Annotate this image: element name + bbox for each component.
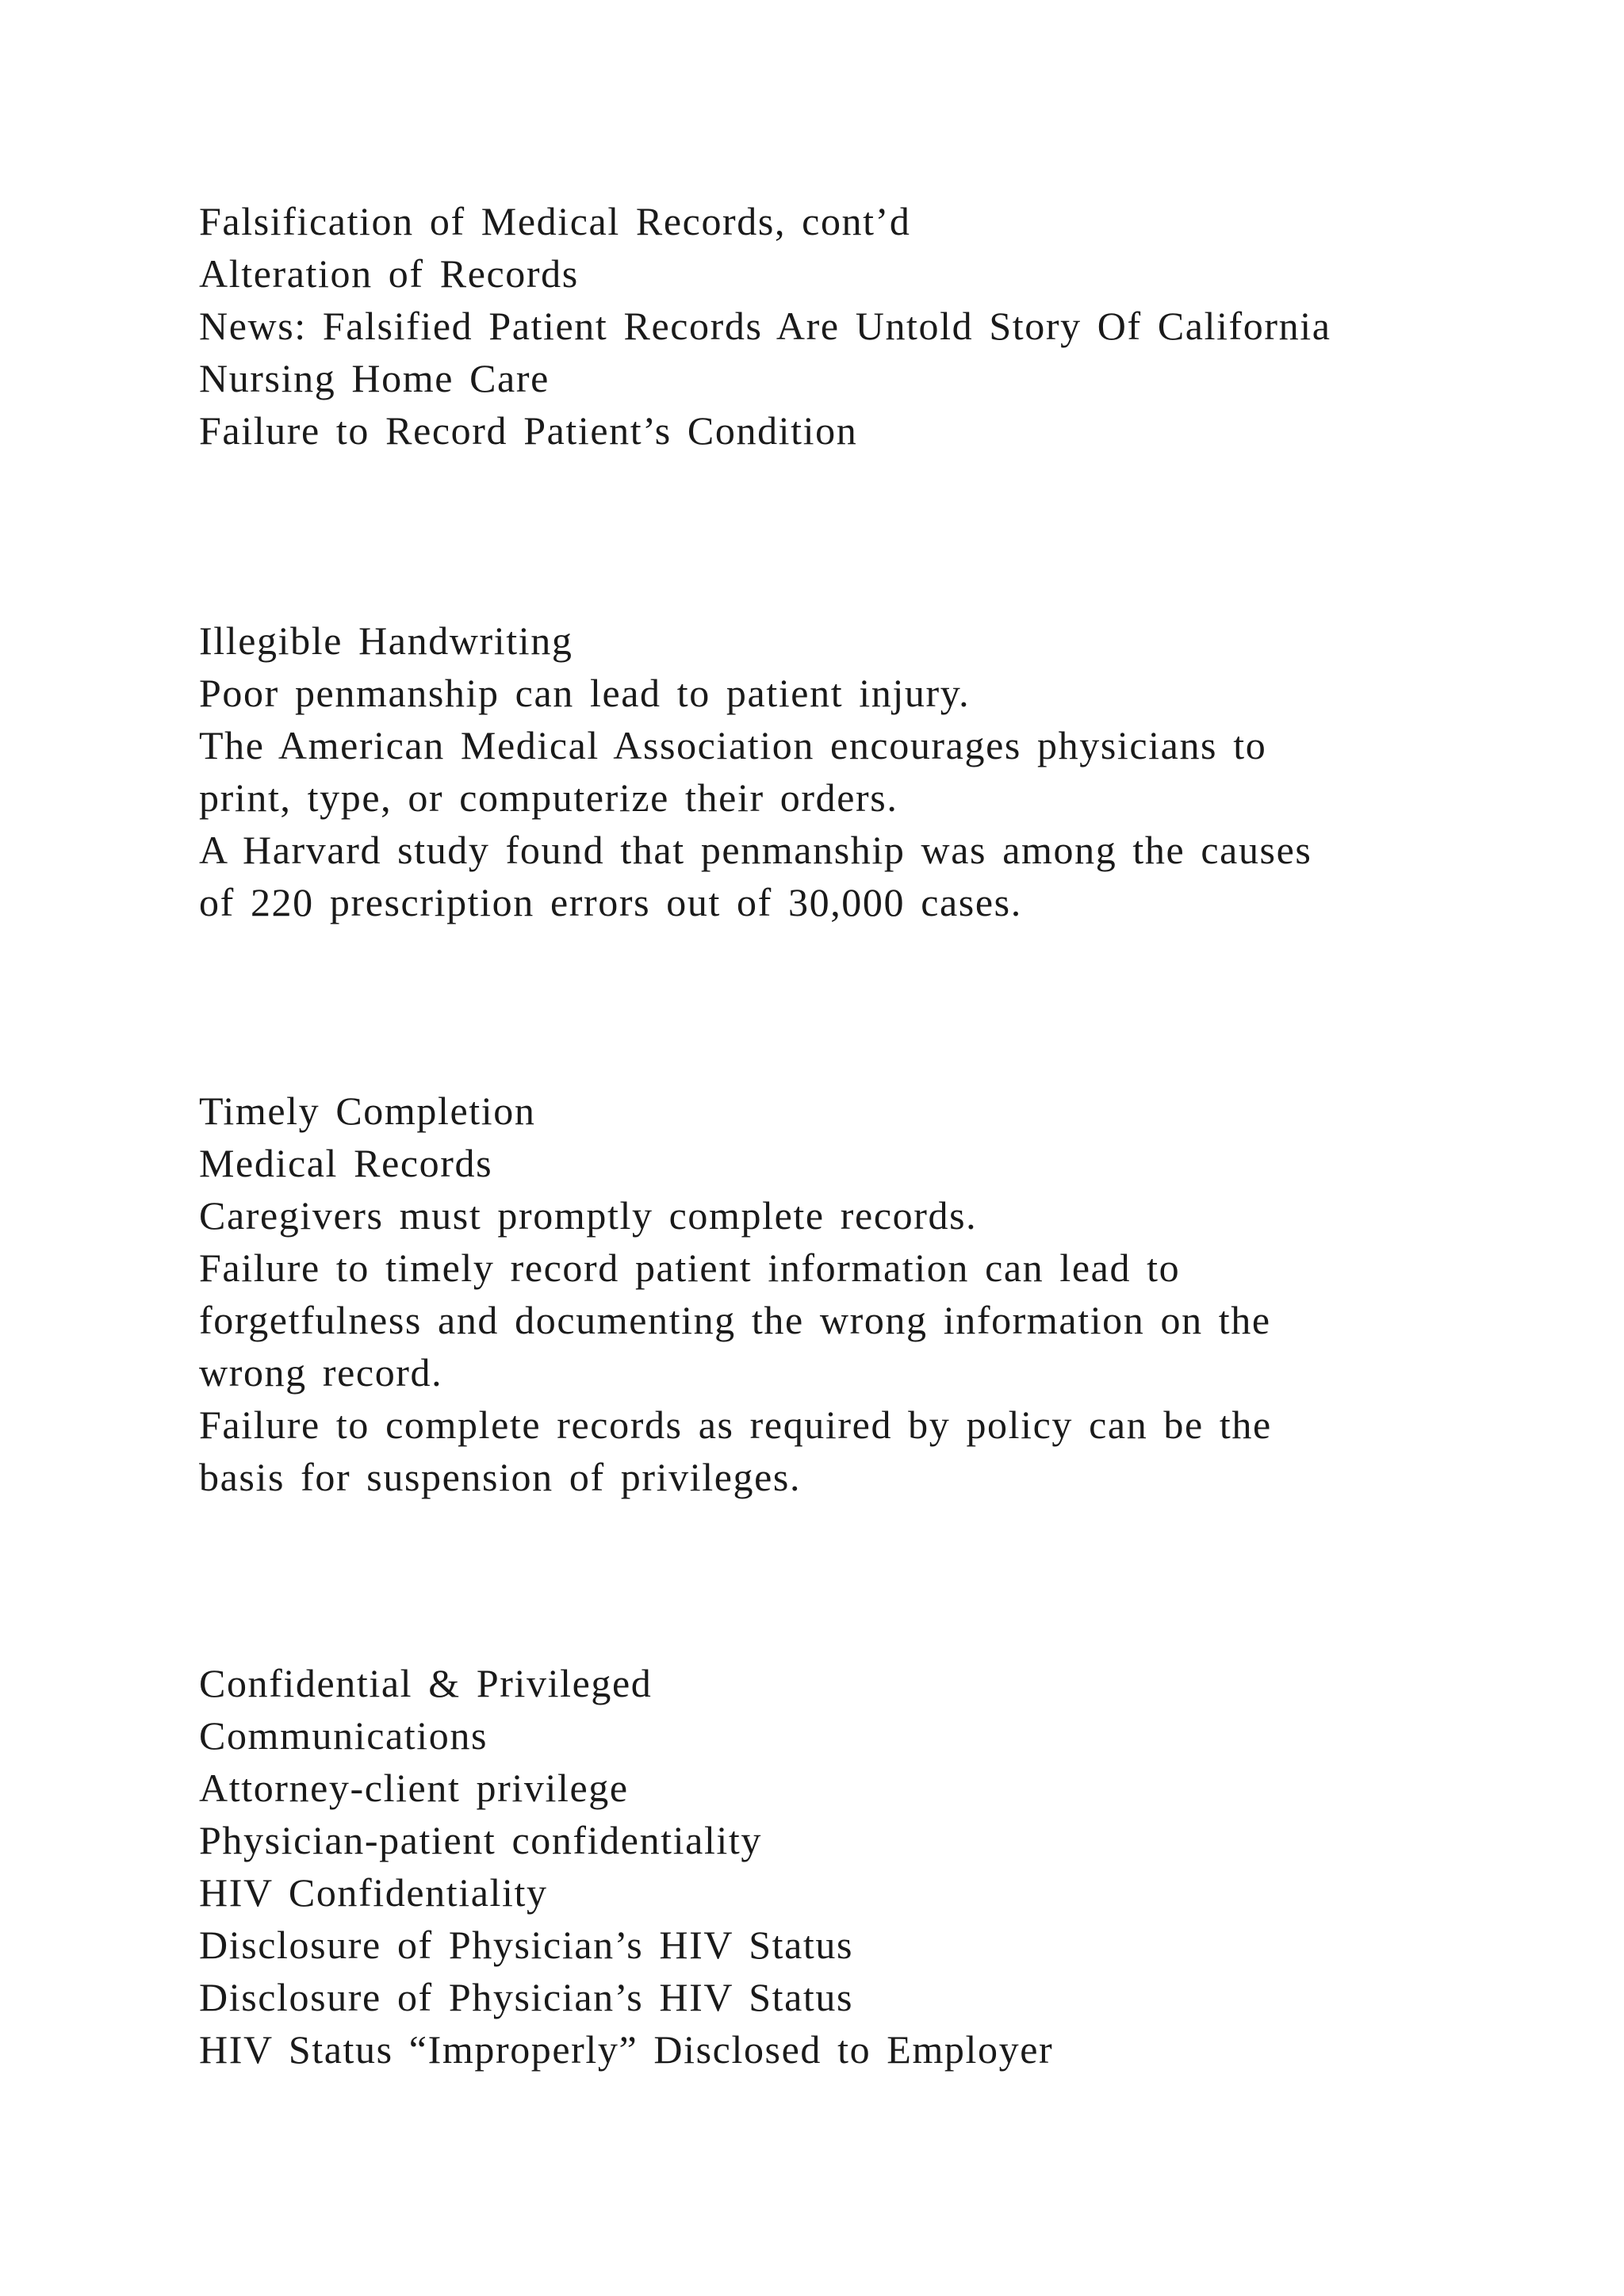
text-line: A Harvard study found that penmanship was among the causes [199,828,1312,872]
text-line: News: Falsified Patient Records Are Untold Story Of California [199,304,1331,348]
section-heading: Timely Completion [199,1089,536,1133]
text-line: forgetfulness and documenting the wrong information on the [199,1298,1271,1342]
section-confidential-privileged-communications [199,1657,1468,2076]
text-line: Failure to timely record patient information can lead to [199,1246,1181,1290]
text-line: Attorney-client privilege [199,1766,629,1810]
text-line: Failure to complete records as required by policy can be the [199,1402,1272,1447]
section-heading: Falsification of Medical Records, cont’d [199,199,911,243]
section-illegible-handwriting [199,614,1468,928]
section-falsification-of-medical-records [199,195,1468,457]
text-line: Disclosure of Physician’s HIV Status [199,1923,854,1967]
text-line: print, type, or computerize their orders. [199,775,898,820]
text-line: Disclosure of Physician’s HIV Status [199,1975,854,2019]
text-line: HIV Confidentiality [199,1870,548,1915]
section-heading: Illegible Handwriting [199,618,573,663]
text-line: of 220 prescription errors out of 30,000 cases. [199,880,1022,924]
text-line: basis for suspension of privileges. [199,1455,802,1499]
section-timely-completion [199,1085,1468,1503]
text-line: Physician-patient confidentiality [199,1818,763,1862]
text-line: Nursing Home Care [199,356,550,400]
text-line: Failure to Record Patient’s Condition [199,408,858,453]
text-line: Alteration of Records [199,251,579,296]
text-line: Caregivers must promptly complete records. [199,1193,978,1238]
text-line: The American Medical Association encourages physicians to [199,723,1267,767]
text-line: HIV Status “Improperly” Disclosed to Employer [199,2027,1054,2072]
text-line: wrong record. [199,1350,443,1395]
section-heading: Confidential & Privileged [199,1661,653,1705]
text-line: Medical Records [199,1141,493,1185]
text-line: Poor penmanship can lead to patient injury. [199,671,971,715]
text-line: Communications [199,1713,488,1758]
